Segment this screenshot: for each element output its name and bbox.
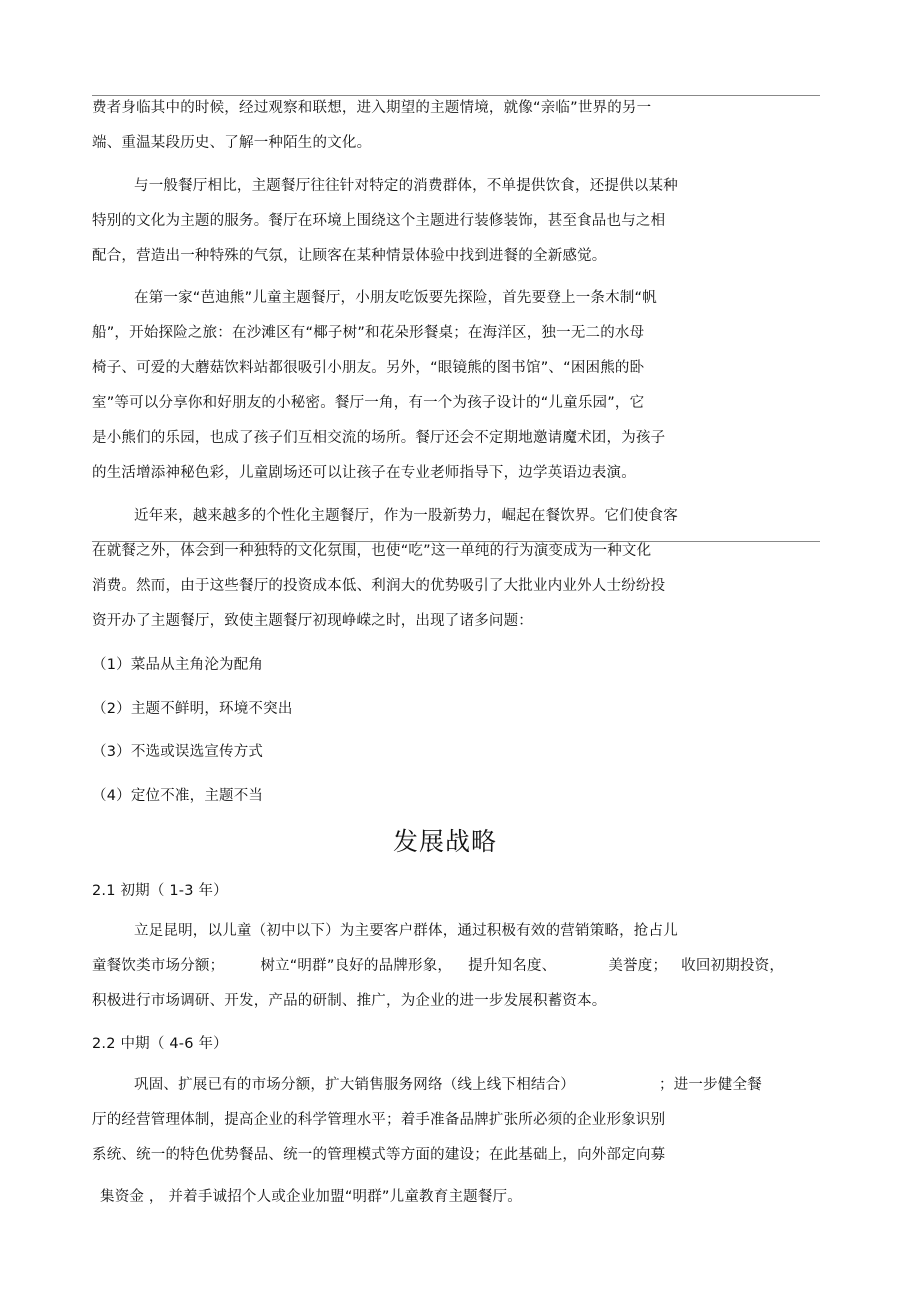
stage-1-line-2-part-2: 树立“明群”良好的品牌形象，: [260, 958, 453, 974]
top-rule: [92, 95, 820, 96]
problem-item-1: （1）菜品从主角沦为配角: [92, 657, 264, 673]
paragraph-3-line-3: 椅子、可爱的大蘑菇饮料站都很吸引小朋友。另外，“眼镜熊的图书馆”、“困困熊的卧: [92, 360, 645, 376]
stage-1-line-2-part-4: 美誉度；: [608, 958, 668, 974]
paragraph-1-line-1: 费者身临其中的时候，经过观察和联想，进入期望的主题情境，就像“亲临”世界的另一: [92, 100, 652, 116]
paragraph-3-line-2: 船”，开始探险之旅：在沙滩区有“椰子树”和花朵形餐桌；在海洋区，独一无二的水母: [92, 325, 645, 341]
problem-item-2: （2）主题不鲜明，环境不突出: [92, 701, 293, 717]
stage-2-line-1: [134, 1075, 762, 1095]
stage-2-line-1-part-2: ；进一步健全餐: [659, 1077, 762, 1093]
paragraph-4-line-1: 近年来，越来越多的个性化主题餐厅，作为一股新势力，崛起在餐饮界。它们使食客: [134, 508, 678, 524]
paragraph-4-line-2: 在就餐之外，体会到一种独特的文化氛围，也使“吃”这一单纯的行为演变成为一种文化: [92, 543, 652, 559]
stage-1-heading: 2.1 初期（ 1-3 年）: [92, 883, 228, 899]
problem-item-4: （4）定位不准，主题不当: [92, 788, 264, 804]
stage-1-line-2-part-3: 提升知名度、: [468, 958, 557, 974]
paragraph-4-line-3: 消费。然而，由于这些餐厅的投资成本低、利润大的优势吸引了大批业内业外人士纷纷投: [92, 578, 666, 594]
paragraph-4-line-4: 资开办了主题餐厅，致使主题餐厅初现峥嵘之时，出现了诸多问题：: [92, 613, 533, 629]
paragraph-2-line-1: 与一般餐厅相比，主题餐厅往往针对特定的消费群体，不单提供饮食，还提供以某种: [134, 178, 678, 194]
stage-2-line-2: 厅的经营管理体制，提高企业的科学管理水平；着手准备品牌扩张所必须的企业形象识别: [92, 1112, 666, 1128]
stage-1-line-3: 积极进行市场调研、开发，产品的研制、推广，为企业的进一步发展积蓄资本。: [92, 993, 607, 1009]
paragraph-2-line-2: 特别的文化为主题的服务。餐厅在环境上围绕这个主题进行装修装饰，甚至食品也与之相: [92, 213, 666, 229]
stage-2-line-3: 系统、统一的特色优势餐品、统一的管理模式等方面的建设；在此基础上，向外部定向募: [92, 1147, 666, 1163]
paragraph-3-line-4: 室”等可以分享你和好朋友的小秘密。餐厅一角，有一个为孩子设计的“儿童乐园”，它: [92, 395, 645, 411]
paragraph-3-line-1: 在第一家“芭迪熊”儿童主题餐厅，小朋友吃饭要先探险，首先要登上一条木制“帆: [134, 290, 657, 306]
problem-item-3: （3）不选或误选宣传方式: [92, 744, 264, 760]
paragraph-2-line-3: 配合，营造出一种特殊的气氛，让顾客在某种情景体验中找到进餐的全新感觉。: [92, 248, 607, 264]
paragraph-1-line-2: 端、重温某段历史、了解一种陌生的文化。: [92, 135, 372, 151]
stage-2-line-4: 集资金 ， 并着手诚招个人或企业加盟“明群”儿童教育主题餐厅。: [100, 1189, 522, 1205]
paragraph-3-line-5: 是小熊们的乐园，也成了孩子们互相交流的场所。餐厅还会不定期地邀请魔术团，为孩子: [92, 430, 666, 446]
section-title: 发展战略: [393, 827, 498, 856]
stage-1-line-2-part-1: 童餐饮类市场分额；: [92, 958, 225, 974]
stage-1-line-2: [92, 956, 784, 976]
paragraph-3-line-6: 的生活增添神秘色彩，儿童剧场还可以让孩子在专业老师指导下，边学英语边表演。: [92, 465, 636, 481]
stage-2-line-1-part-1: 巩固、扩展已有的市场分额，扩大销售服务网络（线上线下相结合）: [134, 1077, 575, 1093]
stage-2-heading: 2.2 中期（ 4-6 年）: [92, 1036, 228, 1052]
stage-1-line-1: 立足昆明，以儿童（初中以下）为主要客户群体，通过积极有效的营销策略，抢占儿: [134, 923, 678, 939]
stage-1-line-2-part-5: 收回初期投资，: [681, 958, 785, 974]
